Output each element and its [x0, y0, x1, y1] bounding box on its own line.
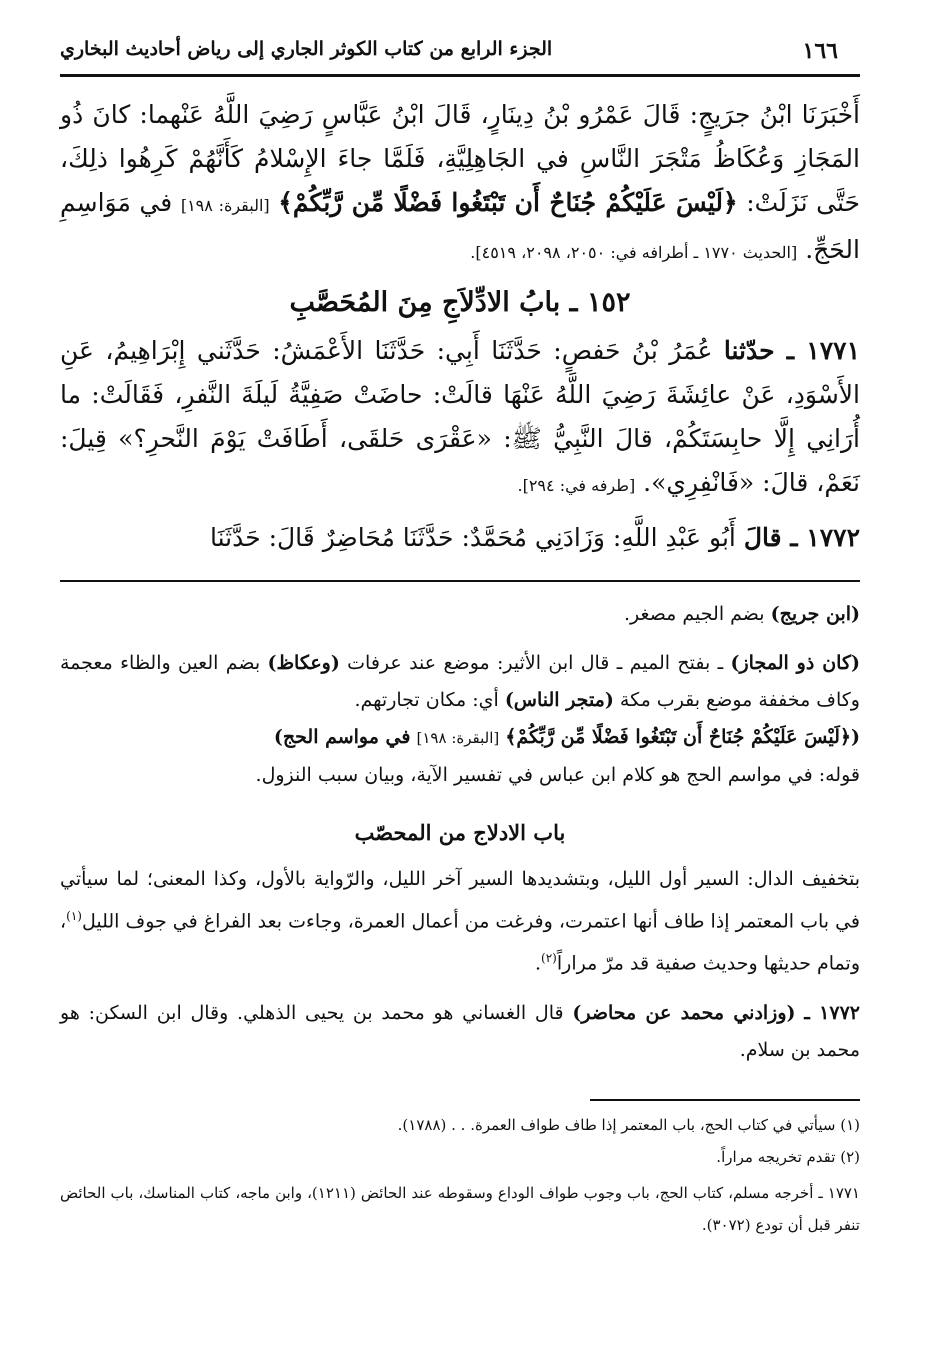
commentary-ibn-jurayj: (ابن جريج) بضم الجيم مصغر. — [624, 603, 860, 625]
chapter-title: ١٥٢ ـ بابُ الادِّلاَجِ مِنَ المُحَصَّبِ — [289, 287, 631, 318]
commentary-idlaj: بتخفيف الدال: السير أول الليل، وبتشديدها السير آخر الليل، والرّواية بالأول، وكذا المعنى؛ لما سيأتي في باب المعتمر إذا طاف أنها اعتمرت، وفرغت من أعمال العمرة، وجاءت بعد الفراغ في جوف الليل$^{(١)}$، وتمام حديثها وحديث صفية قد مرّ مراراً$^{(٢)}$. — [60, 868, 860, 975]
commentary-dhul-majaz: (كان ذو المجاز) ـ بفتح الميم ـ قال ابن الأثير: موضع عند عرفات (وعكاظ) بضم العين والظاء معجمة وكاف مخففة موضع بقرب مكة (متجر الناس) أي: مكان تجارتهم. — [60, 652, 860, 711]
hadith-reference: [طرفه في: ٢٩٤]. — [517, 476, 636, 495]
hadith-number: ١٧٧١ ـ حدّثنا — [723, 336, 860, 365]
footnote-1: (١) سيأتي في كتاب الحج، باب المعتمر إذا طاف طواف العمرة. . . (١٧٨٨). — [397, 1115, 860, 1134]
footnote-takhrij-1771: ١٧٧١ ـ أخرجه مسلم، كتاب الحج، باب وجوب طواف الوداع وسقوطه عند الحائض (١٢١١)، وابن ماجه، كتاب المناسك، باب الحائض تنفر قبل أن تودع (٣٠٧٢). — [60, 1183, 860, 1234]
quran-reference: [البقرة: ١٩٨] — [180, 196, 270, 215]
quran-verse: ﴿لَيْسَ عَلَيْكُمْ جُنَاحٌ أَن تَبْتَغُوا فَضْلًا مِّن رَّبِّكُمْ﴾ — [505, 726, 851, 748]
footnote-marker[interactable]: (١) — [66, 909, 82, 923]
commentary-separator — [60, 580, 860, 582]
hadith-1772: ١٧٧٢ ـ قالَ أَبُو عَبْدِ اللَّهِ: وَزَادَنِي مُحَمَّدٌ: حَدَّثَنَا مُحَاضِرٌ قَالَ: حَدَّثَنَا — [209, 523, 860, 552]
hadith-number: ١٧٧٢ ـ — [804, 1001, 860, 1024]
commentary-explanation: قوله: في مواسم الحج هو كلام ابن عباس في تفسير الآية، وبيان سبب النزول. — [255, 764, 860, 786]
main-text — [60, 93, 860, 560]
hadith-1771: ١٧٧١ ـ حدّثنا عُمَرُ بْنُ حَفصٍ: حَدَّثَنَا أَبِي: حَدَّثَنَا الأَعْمَشُ: حَدَّثَني إِبْرَاهِيمُ، عَنِ الأَسْوَدِ، عَنْ عائِشَةَ رَضِيَ اللَّهُ عَنْهَا قالَتْ: حاضَتْ صَفِيَّةُ لَيلَةَ النَّفرِ، فَقَالَتْ: ما أُرَانِي إِلَّا حابِسَتَكُمْ، قالَ النَّبِيُّ ﷺ: «عَقْرَى حَلقَى، أَطَافَتْ يَوْمَ النَّحرِ؟» قِيلَ: نَعَمْ، قالَ: «فَانْفِرِي». [طرفه في: ٢٩٤]. — [60, 336, 860, 497]
hadith-number: ١٧٧٢ ـ قالَ — [743, 523, 860, 552]
footnote-marker[interactable]: (٢) — [541, 951, 557, 966]
commentary-1772: ١٧٧٢ ـ (وزادني محمد عن محاضر) قال الغساني هو محمد بن يحيى الذهلي. وقال ابن السكن: هو محمد بن سلام. — [60, 1001, 860, 1061]
footnote-2: (٢) تقدم تخريجه مراراً. — [716, 1147, 860, 1166]
page-header — [60, 30, 860, 74]
commentary — [60, 596, 860, 1069]
running-title: الجزء الرابع من كتاب الكوثر الجاري إلى رياض أحاديث البخاري — [60, 38, 553, 60]
header-rule — [60, 74, 860, 77]
hadith-1770-continuation: أَخْبَرَنَا ابْنُ جرَيجٍ: قَالَ عَمْرُو بْنُ دِينَارٍ، قَالَ ابْنُ عَبَّاسٍ رَضِيَ اللَّهُ عَنْهما: كانَ ذُو المَجَازِ وَعُكَاظُ مَتْجَرَ النَّاسِ في الجَاهِلِيَّةِ، فَلَمَّا جاءَ الإِسْلامُ كَأَنَّهُمْ كَرِهُوا ذلِكَ، حَتَّى نَزَلَتْ: ﴿لَيْسَ عَلَيْكُمْ جُنَاحٌ أَن تَبْتَغُوا فَضْلًا مِّن رَّبِّكُمْ﴾ [البقرة: ١٩٨] في مَوَاسِمِ الحَجِّ. [الحديث ١٧٧٠ ـ أطرافه في: ٢٠٥٠، ٢٠٩٨، ٤٥١٩]. — [60, 100, 860, 264]
footnotes — [60, 1109, 860, 1241]
hadith-reference: [الحديث ١٧٧٠ ـ أطرافه في: ٢٠٥٠، ٢٠٩٨، ٤٥١٩]. — [470, 243, 798, 262]
book-page — [60, 30, 860, 1241]
page-number: ١٦٦ — [802, 38, 838, 64]
quran-verse: ﴿لَيْسَ عَلَيْكُمْ جُنَاحٌ أَن تَبْتَغُوا فَضْلًا مِّن رَّبِّكُمْ﴾ — [278, 188, 738, 217]
footnote-rule — [590, 1099, 860, 1101]
quran-reference: [البقرة: ١٩٨] — [416, 729, 500, 747]
commentary-chapter-title: باب الادلاج من المحصّب — [354, 820, 566, 845]
commentary-verse: (﴿لَيْسَ عَلَيْكُمْ جُنَاحٌ أَن تَبْتَغُوا فَضْلًا مِّن رَّبِّكُمْ﴾ [البقرة: ١٩٨] في مواسم الحج) — [273, 726, 860, 748]
